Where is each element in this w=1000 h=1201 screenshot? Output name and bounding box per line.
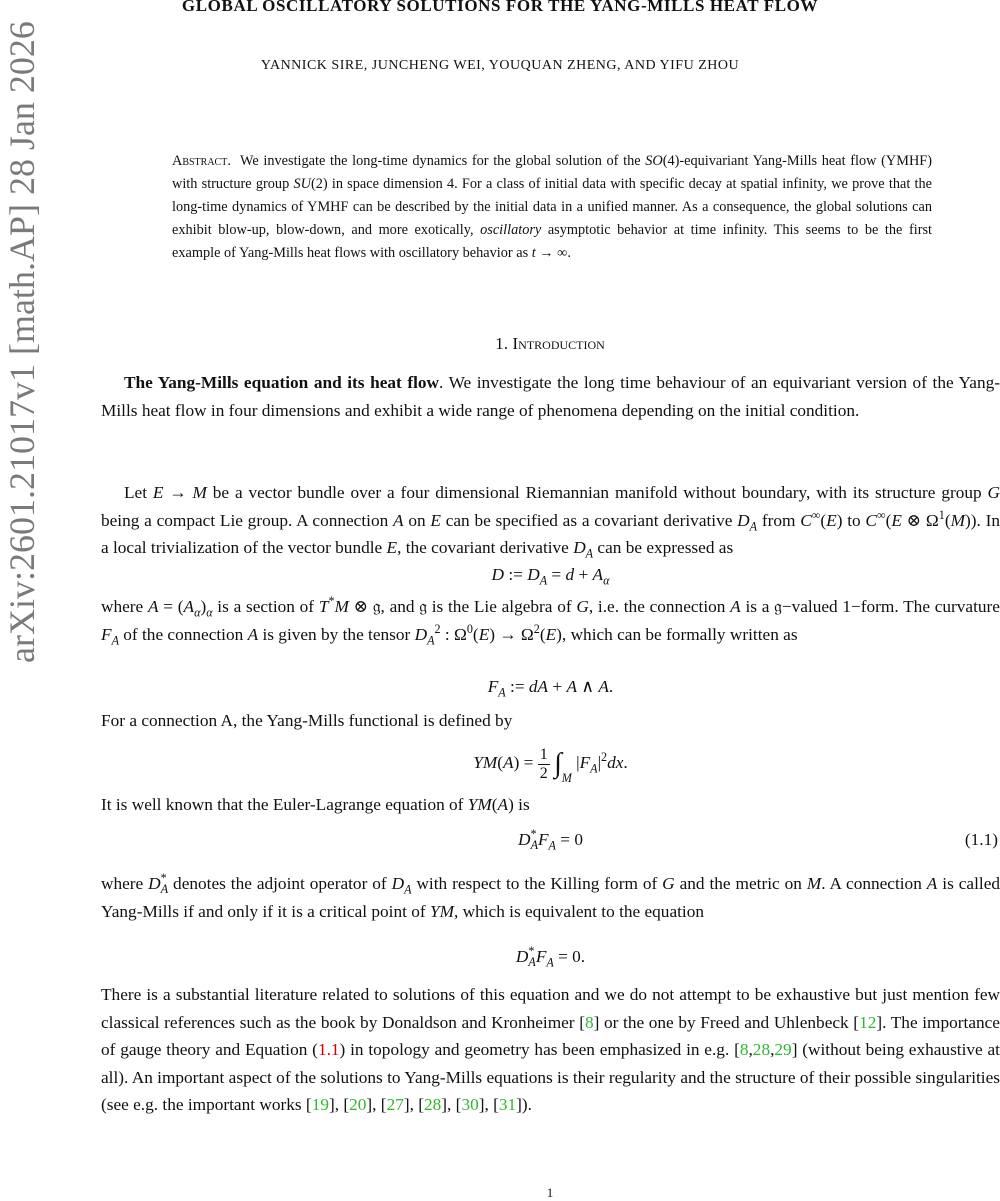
citation-link[interactable]: 31 [498, 1095, 517, 1114]
paragraph-2: Let E → M be a vector bundle over a four dimensional Riemannian manifold without boundary, with its structure group G being a compact Lie group. A connection A on E can be specified as a covariant derivative $D_A$ from C∞(E) to C∞(E ⊗ $\Omega^1(M)$). In a local trivialization of the vector bundle E, the covariant derivative $D_A$ can be expressed as [101, 483, 1000, 561]
paper-authors: YANNICK SIRE, JUNCHENG WEI, YOUQUAN ZHENG, AND YIFU ZHOU [260, 58, 740, 73]
equation-euler-lagrange: $D^*_AF_A = 0$ [518, 827, 583, 853]
citation-link[interactable]: 12 [859, 1012, 877, 1032]
paragraph-1: The Yang-Mills equation and its heat flow. We investigate the long time behaviour of an equivariant version of the Yang-Mills heat flow in four dimensions and exhibit a wide range of phenomena depending on the initial condition. [101, 373, 1000, 420]
citation-link[interactable]: 27 [386, 1095, 404, 1114]
citation-link[interactable]: 19 [311, 1095, 329, 1114]
paragraph-7: There is a substantial literature related to solutions of this equation and we do not attempt to be exhaustive but just mention few classical references such as the book by Donaldson and Kronheimer [8] or the one by Freed and Uhlenbeck [12]. The importance of gauge theory and Equation (1.1) in topology and geometry has been emphasized in e.g. [8,28,29] (without being exhaustive at all). An important aspect of the solutions to Yang-Mills equations is their regularity and the structure of their possible singularities (see e.g. the important works [19], [20], [27], [28], [30], [31]). [101, 985, 1000, 1114]
section-heading: 1. Introduction [495, 334, 605, 353]
citation-link[interactable]: 8 [739, 1040, 749, 1059]
equation-curvature: $F_A$ := dA + A ∧ A. [487, 677, 614, 700]
citation-link[interactable]: 30 [461, 1095, 479, 1114]
paragraph-5: It is well known that the Euler-Lagrange equation of YM(A) is [101, 795, 530, 814]
arxiv-stamp: arXiv:2601.21017v1 [math.AP] 28 Jan 2026 [2, 21, 42, 663]
abstract-label: Abstract. [172, 153, 231, 169]
paragraph-heading: The Yang-Mills equation and its heat flow [124, 373, 439, 392]
equation-yang-mills: $D^*_AF_A = 0$. [515, 944, 586, 970]
citation-link[interactable]: 28 [752, 1040, 771, 1059]
paragraph-6: where $D^*_A$ denotes the adjoint operator of $D_A$ with respect to the Killing form of G and the metric on M. A connection A is called Yang-Mills if and only if it is a critical point of YM, which is equivalent to the equation [101, 871, 1000, 921]
citation-link[interactable]: 29 [774, 1040, 792, 1059]
equation-number: (1.1) [964, 830, 998, 849]
paragraph-3: where $A = (A_\alpha)_\alpha$ is a section of T*M ⊗ 𝔤, and 𝔤 is the Lie algebra of G, i.e. the connection A is a 𝔤−valued 1−form. The curvature $F_A$ of the connection A is given by the tensor $D_A^2$ : $\Omega^0(E) \to \Omega^2(E)$, which can be formally written as [101, 594, 1000, 647]
citation-link[interactable]: 28 [424, 1095, 442, 1114]
paragraph-1-text: We investigate the long time behaviour of an equivariant version of the Yang-Mills heat flow in four dimensions and exhibit a wide range of phenomena depending on the initial condition. [101, 373, 1000, 420]
citation-link[interactable]: 8 [584, 1012, 594, 1032]
equation-functional: YM(A) = $\frac{1}{2}$ $\int_M$ $|F_A|^2dx$. [473, 745, 628, 786]
abstract: Abstract. We investigate the long-time dynamics for the global solution of the SO(4)-equivariant Yang-Mills heat flow (YMHF) with structure group SU(2) in space dimension 4. For a class of initial data with specific decay at spatial infinity, we prove that the long-time dynamics of YMHF can be described by the initial data in a unified manner. As a consequence, the global solutions can exhibit blow-up, blow-down, and more exotically, oscillatory asymptotic behavior at time infinity. This seems to be the first example of Yang-Mills heat flows with oscillatory behavior as t → ∞. [172, 153, 933, 261]
equation-connection: D := $D_A = d + A_\alpha$ [491, 565, 610, 588]
paper-title: GLOBAL OSCILLATORY SOLUTIONS FOR THE YANG-MILLS HEAT FLOW [181, 0, 819, 15]
citation-link[interactable]: 20 [349, 1095, 367, 1114]
page-number: 1 [546, 1185, 554, 1200]
paragraph-4: For a connection A, the Yang-Mills functional is defined by [101, 711, 513, 730]
equation-ref-link[interactable]: 1.1 [317, 1040, 340, 1059]
